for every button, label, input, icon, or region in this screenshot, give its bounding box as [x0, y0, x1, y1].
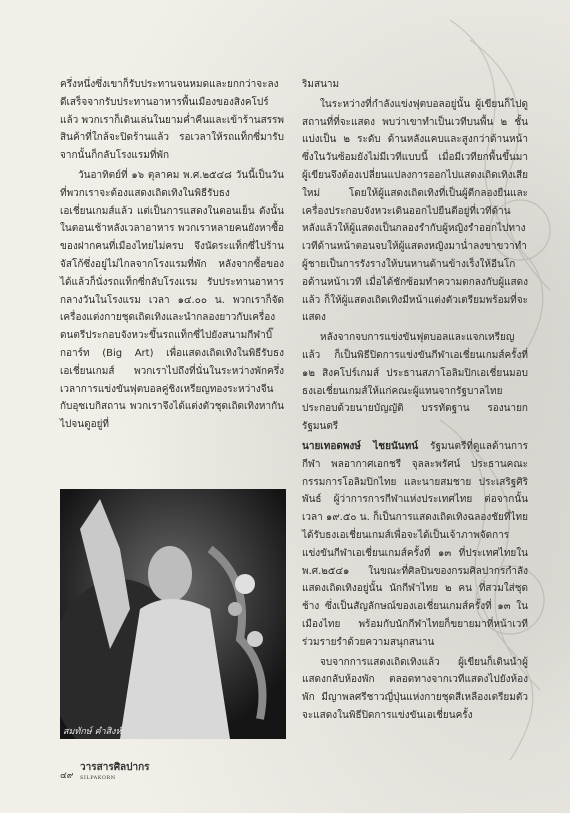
photo-caption: สมทักษ์ คำสิงห์ — [63, 727, 122, 737]
performer-photo-image — [60, 489, 286, 739]
left-paragraph-2: วันอาทิตย์ที่ ๑๖ ตุลาคม พ.ศ.๒๕๔๘ วันนี้เป็นวันที่พวกเราจะต้องแสดงเถิดเทิงในพิธีรับธงเอเชี่ยนเกมส์แล้ว แต่เป็นการแสดงในตอนเย็น ดังนั้นในตอนเช้าหลังเวลาอาหาร พวกเราหลายคนยังหาซื้อของฝากคนที่เมืองไทยไม่ครบ จึงนัดระแท็กซี่ไปร้านจัสโก้ซึ่งอยู่ไม่ไกลจากโรงแรมที่พัก หลังจากซื้อของได้แล้วก็นั่งรถแท็กซี่กลับโรงแรม รับประทานอาหารกลางวันในโรงแรม เวลา ๑๔.๐๐ น. พวกเราก็จัดเครื่องแต่งกายชุดเถิดเทิงและนำกลองยาวกับเครื่องดนตรีประกอบจังหวะขึ้นรถแท็กซี่ไปยังสนามกีฬาบิ๊กอาร์ท (Big Art) เพื่อแสดงเถิดเทิงในพิธีรับธงเอเชี่ยนเกมส์ พวกเราไปถึงที่นั่นในระหว่างพักครึ่งเวลาการแข่งขันฟุตบอลคู่ชิงเหรียญทองระหว่างจีนกับอุซเบกิสถาน พวกเราจึงได้แต่งตัวชุดเถิดเทิงหากันไปจนดูอยู่ที่ — [60, 169, 284, 431]
left-text-column — [60, 76, 284, 434]
right-paragraph-5: จบจากการแสดงเถิดเทิงแล้ว ผู้เขียนก็เดินนำผู้แสดงกลับห้องพัก ตลอดทางจากเวทีแสดงไปยังห้องพัก มีญาพลศรีชาวญี่ปุ่นแห่งกายชุดสีเหลืองเตรียมตัวจะแสดงในพิธีปิดการแข่งขันเอเชี่ยนครั้ง — [302, 656, 528, 721]
left-paragraph-1: ครึ่งหนึ่งซึ่งเขาก็รับประทานจนหมดและยกกว่าจะลงดีเสร็จจากรับประทานอาหารพื้นเมืองของสิงคโปร์แล้ว พวกเราก็เดินเล่นในยามค่ำคืนและเข้าร้านสรรพสินค้าที่ใกล้จะปิดร้านแล้ว รอเวลาให้รถแท็กซี่มารับจากนั้นก็กลับโรงแรมที่พัก — [60, 79, 284, 162]
performer-photo — [60, 489, 286, 739]
page-number: ๔๙ — [60, 771, 74, 781]
official-name: นายเทอดพงษ์ ไชยนันทน์ — [302, 440, 419, 452]
journal-logo-subtext: SILPAKORN — [80, 775, 116, 781]
journal-logo — [80, 763, 150, 783]
right-paragraph-2: ในระหว่างที่กำลังแข่งฟุตบอลอยู่นั้น ผู้เขียนก็ไปดูสถานที่ที่จะแสดง พบว่าเขาทำเป็นเวทีบนพื้น ๒ ชั้น แบ่งเป็น ๒ ระดับ ด้านหลังแคบและสูงกว่าด้านหน้า ซึ่งในวันซ้อมยังไม่มีเวทีแบบนี้ เมื่อมีเวทียกพื้นขึ้นมา ผู้เขียนจึงต้องเปลี่ยนแปลงการออกไปแสดงเถิดเทิงเสียใหม่ โดยให้ผู้แสดงเถิดเทิงที่เป็นผู้ตีกลองยืนและเครื่องประกอบจังหวะเดินออกไปยืนตีอยู่ที่เวทีด้านหลังแล้วให้ผู้แสดงเป็นกลองรำกับผู้หญิงรำออกไปทางเวทีด้านหน้าตอนจบให้ผู้แสดงหญิงมาน่ำลงขาขวาทำผู้ชายเป็นการรังรางให้บนหานด้านข้างเร็งให้อีนโกอด้านหน้าเวที เมื่อได้ชักซ้อมทำความตกลงกับผู้แสดงแล้ว ก็ให้ผู้แสดงเถิดเทิงมีหน้าแต่งตัวเตรียมพร้อมที่จะแสดง — [302, 98, 528, 324]
right-text-column — [302, 76, 528, 725]
right-paragraph-1: ริมสนาม — [302, 79, 340, 90]
right-paragraph-4-text: รัฐมนตรีที่ดูแลด้านการกีฬา พลอากาศเอกชรี จุลละพรัศน์ ประธานคณะกรรมการโอลิมปิกไทย และนายสมชาย ประเสริฐศิริพันธ์ ผู้ว่าการการกีฬาแห่งประเทศไทย ต่อจากนั้นเวลา ๑๙.๕๐ น. ก็เป็นการแสดงเถิดเทิงฉลองชัยที่ไทยได้รับธงเอเชี่ยนเกมส์เพื่อจะได้เป็นเจ้าภาพจัดการแข่งขันกีฬาเอเชี่ยนเกมส์ครั้งที่ ๑๓ ที่ประเทศไทยใน พ.ศ.๒๕๔๑ ในขณะที่ศิลปินของกรมศิลปากรกำลังแสดงเถิดเทิงอยู่นั้น นักกีฬาไทย ๒ คน ที่สวมใส่ชุดช้าง ซึ่งเป็นสัญลักษณ์ของเอเชี่ยนเกมส์ครั้งที่ ๑๓ ในเมืองไทย พร้อมกับนักกีฬาไทยก็ขยายมาที่หน้าเวทีร่วมรายรำด้วยความสนุกสนาน — [302, 440, 528, 648]
journal-logo-text: วารสารศิลปากร — [80, 762, 150, 773]
right-paragraph-4 — [302, 438, 528, 652]
right-paragraph-3: หลังจากจบการแข่งขันฟุตบอลและแจกเหรียญแล้ว ก็เป็นพิธีปิดการแข่งขันกีฬาเอเชี่ยนเกมส์ครั้งที่ ๑๒ สิงคโปร์เกมส์ ประธานสภาโอลิมปิกเอเชี่ยนมอบธงเอเชี่ยนเกมส์ให้แก่คณะผู้แทนจากรัฐบาลไทยประกอบด้วยนายบัญญัติ บรรทัดฐาน รองนายกรัฐมนตรี — [302, 332, 528, 433]
